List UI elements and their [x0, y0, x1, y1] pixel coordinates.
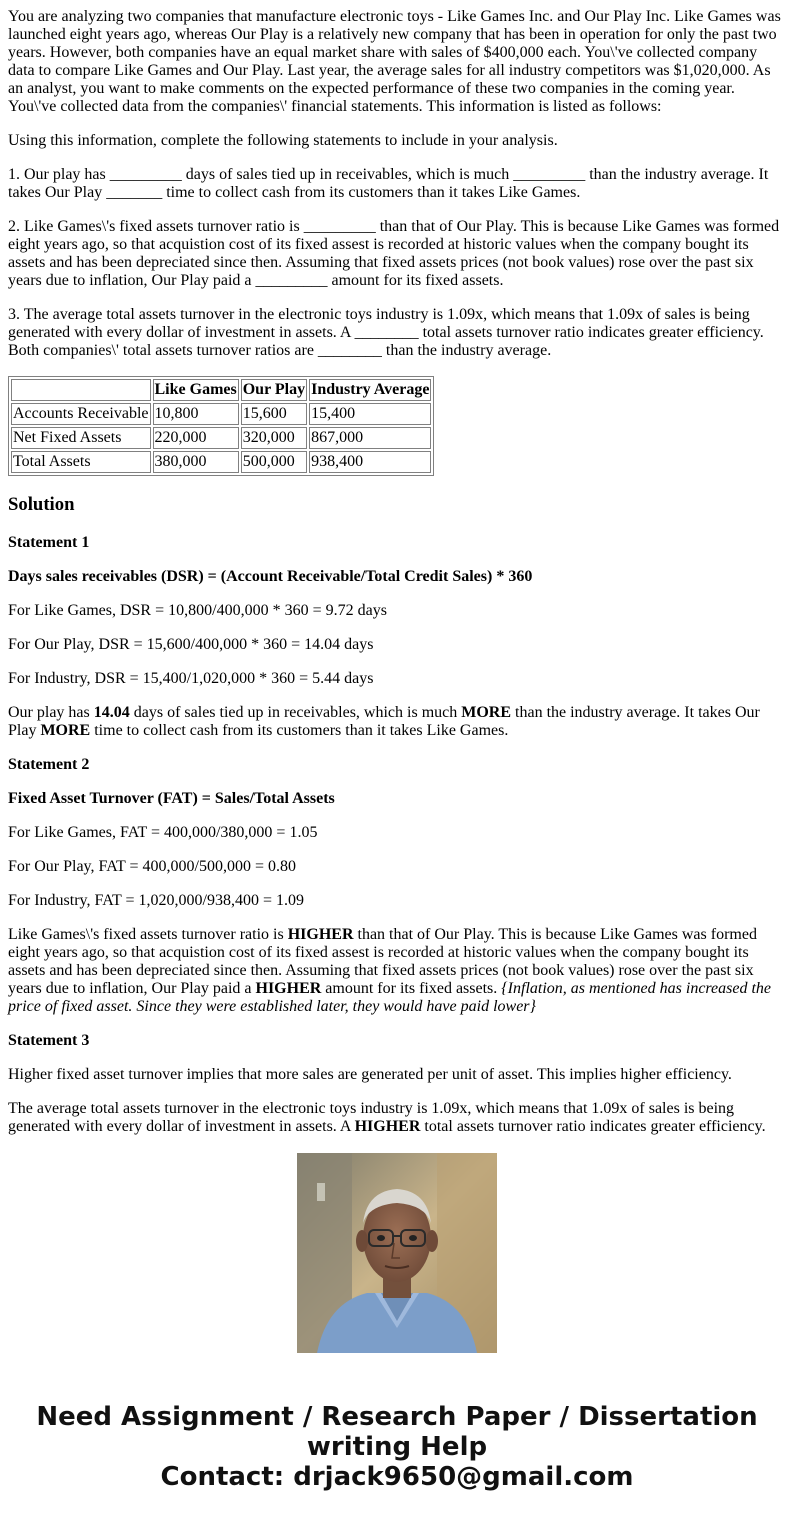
statement-2-formula-text: Fixed Asset Turnover (FAT) = Sales/Total Assets — [8, 790, 335, 807]
statement-2-line-our-play: For Our Play, FAT = 400,000/500,000 = 0.80 — [8, 858, 296, 875]
statement-3-title-text: Statement 3 — [8, 1032, 90, 1049]
statement-3-title — [8, 1032, 786, 1050]
financial-data-table — [8, 376, 434, 476]
statement-1-line-industry: For Industry, DSR = 15,400/1,020,000 * 360 = 5.44 days — [8, 670, 374, 687]
statement-1-answer — [8, 704, 786, 740]
instructions-paragraph: Using this information, complete the following statements to include in your analysis. — [8, 132, 558, 149]
table-row — [11, 451, 431, 473]
table-header-cell: Our Play — [241, 379, 307, 401]
table-cell: 500,000 — [241, 451, 307, 473]
answer-highlight: MORE — [40, 722, 91, 739]
table-header-cell: Like Games — [153, 379, 239, 401]
question-3: 3. The average total assets turnover in the electronic toys industry is 1.09x, which means that 1.09x of sales is being generated with every dollar of investment in assets. A ________ total assets turnover ratio indicates greater efficiency. Both companies\' total assets turnover ratios are ________ than the industry average. — [8, 306, 764, 359]
statement-3-answer — [8, 1100, 786, 1136]
answer-highlight: MORE — [461, 704, 512, 721]
table-header-cell — [11, 379, 151, 401]
table-cell: 867,000 — [309, 427, 431, 449]
statement-1-title — [8, 534, 786, 552]
contact-banner — [0, 1402, 794, 1492]
statement-1-line-like-games: For Like Games, DSR = 10,800/400,000 * 360 = 9.72 days — [8, 602, 387, 619]
statement-1-title-text: Statement 1 — [8, 534, 90, 551]
answer-text: total assets turnover ratio indicates greater efficiency. — [420, 1118, 766, 1135]
table-cell: 15,400 — [309, 403, 431, 425]
intro-paragraph: You are analyzing two companies that manufacture electronic toys - Like Games Inc. and Our Play Inc. Like Games was launched eight years ago, whereas Our Play is a relatively new company that has been in operation for only the past two years. However, both companies have an equal market share with sales of $400,000 each. You\'ve collected company data to compare Like Games and Our Play. Last year, the average sales for all industry competitors was $1,020,000. As an analyst, you want to make comments on the expected performance of these two companies in the coming year. You\'ve collected data from the companies\' financial statements. This information is listed as follows: — [8, 8, 781, 115]
table-cell: 220,000 — [153, 427, 239, 449]
table-cell: 938,400 — [309, 451, 431, 473]
table-cell: 15,600 — [241, 403, 307, 425]
answer-text: Our play has — [8, 704, 94, 721]
table-row — [11, 427, 431, 449]
answer-highlight: 14.04 — [93, 704, 130, 721]
statement-1-line-our-play: For Our Play, DSR = 15,600/400,000 * 360 = 14.04 days — [8, 636, 374, 653]
statement-1-formula-text: Days sales receivables (DSR) = (Account Receivable/Total Credit Sales) * 360 — [8, 568, 533, 585]
answer-highlight: HIGHER — [287, 926, 354, 943]
statement-2-title — [8, 756, 786, 774]
question-1: 1. Our play has _________ days of sales tied up in receivables, which is much _________ than the industry average. It takes Our Play _______ time to collect cash from its customers than it takes Like Games. — [8, 166, 769, 201]
table-cell: 320,000 — [241, 427, 307, 449]
statement-2-answer — [8, 926, 786, 1016]
table-cell: 380,000 — [153, 451, 239, 473]
answer-highlight: HIGHER — [354, 1118, 421, 1135]
answer-text: Like Games\'s fixed assets turnover ratio is — [8, 926, 288, 943]
table-row — [11, 403, 431, 425]
document-content — [8, 0, 786, 1135]
table-cell: Total Assets — [11, 451, 151, 473]
statement-2-line-like-games: For Like Games, FAT = 400,000/380,000 = 1.05 — [8, 824, 318, 841]
question-2: 2. Like Games\'s fixed assets turnover ratio is _________ than that of Our Play. This is because Like Games was formed eight years ago, so that acquistion cost of its fixed assest is recorded at historic values when the company bought its assets and has been depreciated since then. Assuming that fixed assets prices (not book values) rose over the past six years due to inflation, Our Play paid a _________ amount for its fixed assets. — [8, 218, 780, 289]
answer-text: time to collect cash from its customers than it takes Like Games. — [90, 722, 509, 739]
banner-line-2: writing Help — [306, 1432, 488, 1462]
table-cell: Accounts Receivable — [11, 403, 151, 425]
table-header-row — [11, 379, 431, 401]
statement-1-formula — [8, 568, 786, 586]
banner-line-1: Need Assignment / Research Paper / Dissertation — [36, 1402, 758, 1432]
solution-heading: Solution — [8, 494, 75, 515]
answer-text: than the industry average. It takes Our Play — [8, 704, 760, 739]
answer-note: {Inflation, as mentioned has increased the price of fixed asset. Since they were established later, they would have paid lower} — [8, 980, 772, 1015]
statement-3-explanation: Higher fixed asset turnover implies that more sales are generated per unit of asset. This implies higher efficiency. — [8, 1066, 732, 1083]
author-avatar — [297, 1153, 497, 1353]
table-cell: 10,800 — [153, 403, 239, 425]
statement-2-line-industry: For Industry, FAT = 1,020,000/938,400 = 1.09 — [8, 892, 304, 909]
table-cell: Net Fixed Assets — [11, 427, 151, 449]
answer-text: The average total assets turnover in the electronic toys industry is 1.09x, which means that 1.09x of sales is being generated with every dollar of investment in assets. A — [8, 1100, 735, 1135]
statement-2-formula — [8, 790, 786, 808]
table-header-cell: Industry Average — [309, 379, 431, 401]
statement-2-title-text: Statement 2 — [8, 756, 90, 773]
answer-text: amount for its fixed assets. — [321, 980, 502, 997]
banner-contact-line: Contact: drjack9650@gmail.com — [160, 1462, 634, 1492]
author-portrait-image — [297, 1153, 497, 1353]
answer-highlight: HIGHER — [255, 980, 322, 997]
answer-text: than that of Our Play. This is because Like Games was formed eight years ago, so that acquistion cost of its fixed assest is recorded at historic values when the company bought its assets and has been depreciated since then. Assuming that fixed assets prices (not book values) rose over the past six years due to inflation, Our Play paid a — [8, 926, 757, 997]
answer-text: days of sales tied up in receivables, which is much — [129, 704, 462, 721]
